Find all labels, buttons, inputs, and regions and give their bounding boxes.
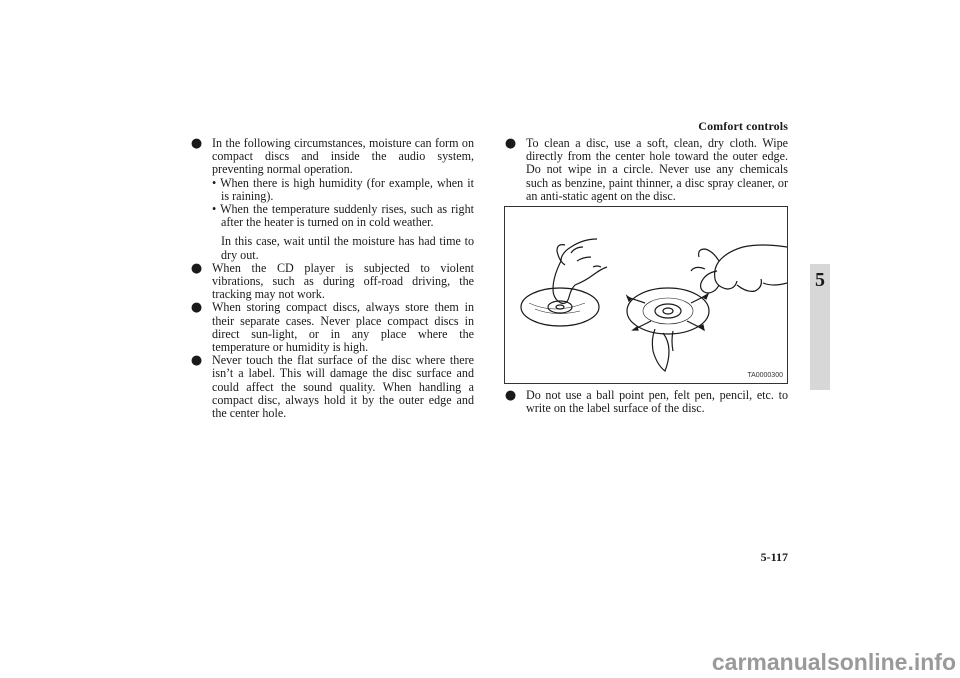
page-number: 5-117: [760, 550, 788, 564]
bullet-icon: ●: [504, 388, 517, 403]
section-header: Comfort controls: [698, 119, 788, 133]
list-item: [189, 301, 474, 354]
list-item: [189, 262, 474, 302]
disc-illustration: [505, 207, 787, 383]
right-column-lower: [503, 389, 788, 415]
sub-item: • When the temperature suddenly rises, such as right after the heater is turned on in cold weather.: [212, 202, 474, 230]
list-item: [503, 137, 788, 203]
list-item: [189, 137, 474, 177]
bullet-text: When storing compact discs, always store them in their separate cases. Never place compact discs in direct sun-light, or in any place where the temperature or humidity is high.: [212, 300, 474, 355]
bullet-icon: ●: [190, 353, 203, 369]
chapter-number: 5: [815, 269, 825, 291]
bullet-text: Never touch the flat surface of the disc where there isn’t a label. This will damage the disc surface and could affect the sound quality. When handling a compact disc, always hold it by the outer edge and the center hole.: [212, 353, 474, 421]
chapter-tab: [810, 264, 830, 390]
figure-code: TA0000300: [747, 372, 783, 379]
disc-handling-figure: [504, 206, 788, 384]
bullet-icon: ●: [504, 136, 517, 151]
left-column: [189, 137, 474, 420]
bullet-text: When the CD player is subjected to violent vibrations, such as during off-road driving, the tracking may not work.: [212, 260, 474, 302]
bullet-text: To clean a disc, use a soft, clean, dry cloth. Wipe directly from the center hole toward the outer edge. Do not wipe in a circle. Never use any chemicals such as benzine, paint thinner, a disc spray cleaner, or an anti-static agent on the disc.: [526, 136, 788, 203]
bullet-text: Do not use a ball point pen, felt pen, pencil, etc. to write on the label surface of the disc.: [526, 388, 788, 416]
bullet-text: In the following circumstances, moisture can form on compact discs and inside the audio system, preventing normal operation.: [212, 136, 474, 177]
watermark: carmanualsonline.info: [711, 649, 956, 675]
list-item: [189, 354, 474, 420]
list-item: [503, 389, 788, 415]
bullet-icon: ●: [190, 136, 203, 151]
right-column: [503, 137, 788, 203]
bullet-icon: ●: [190, 300, 203, 316]
bullet-icon: ●: [190, 260, 203, 276]
sub-item: • When there is high humidity (for example, when it is raining).: [212, 175, 474, 203]
note-text: In this case, wait until the moisture has had time to dry out.: [221, 234, 474, 262]
